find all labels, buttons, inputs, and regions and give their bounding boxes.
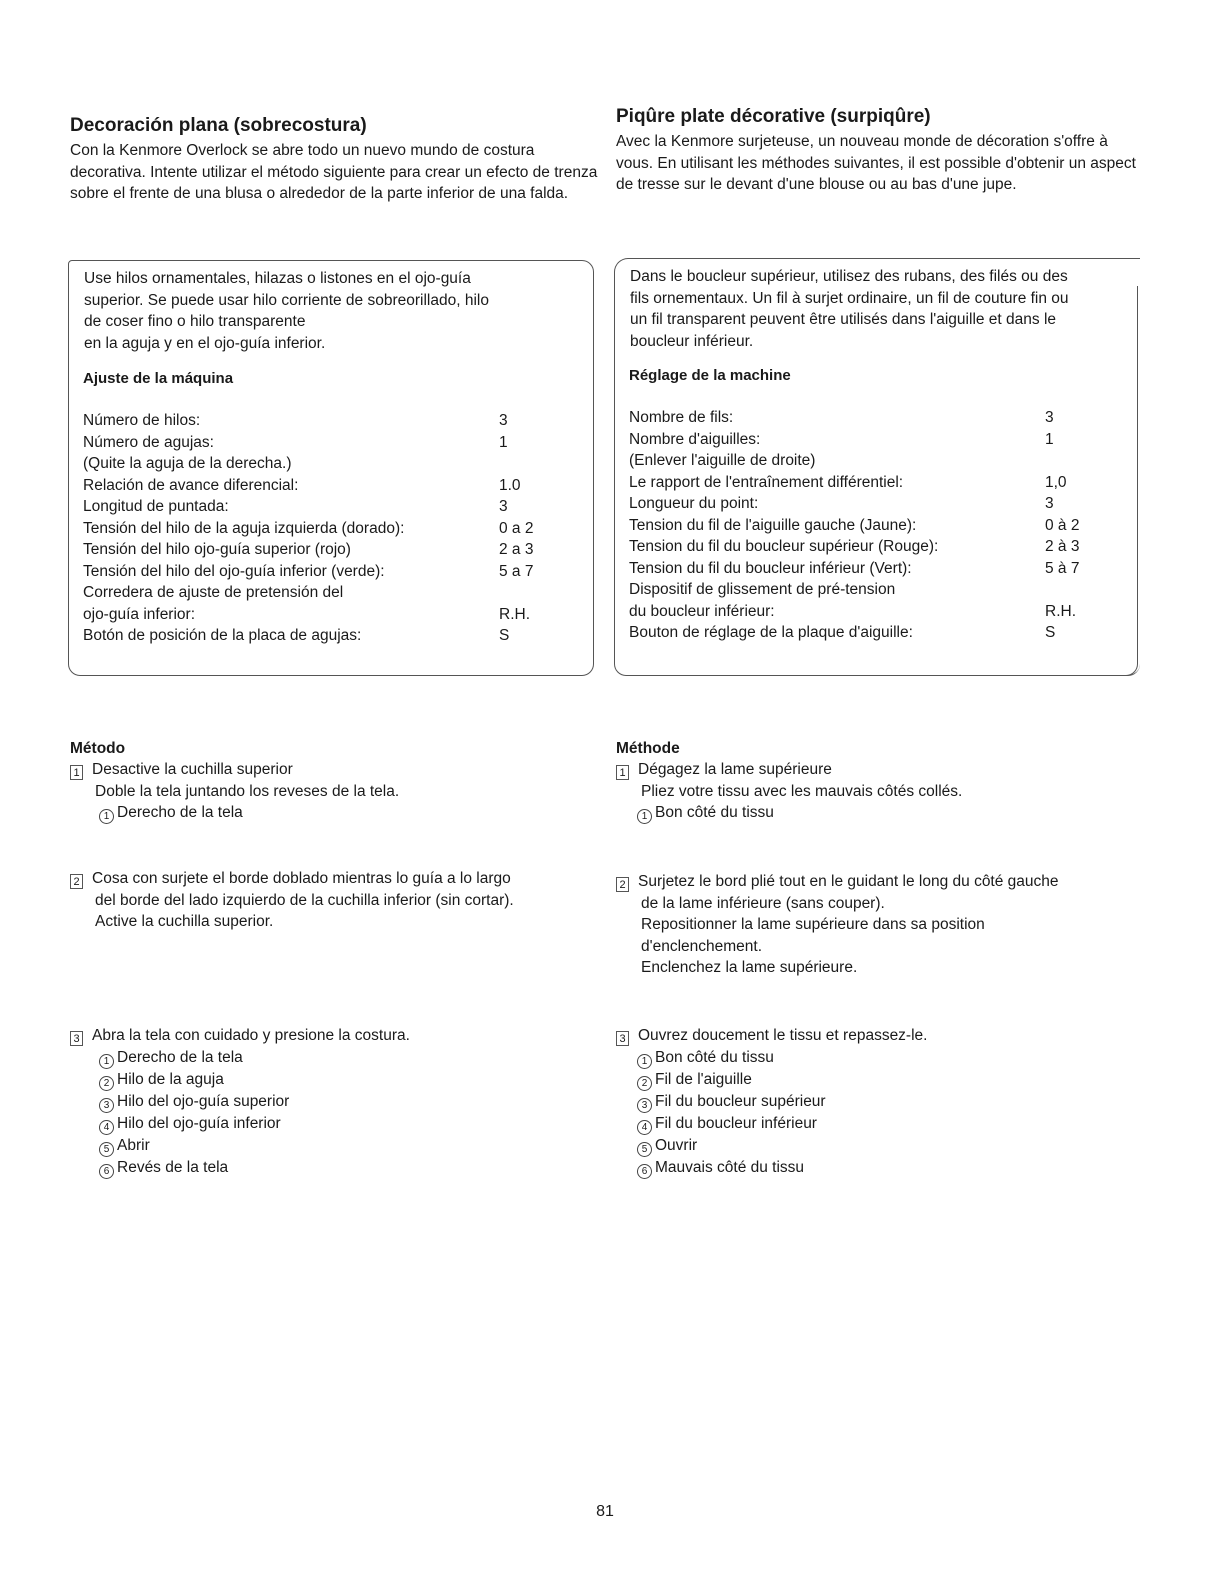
setting-value: 0 à 2: [1045, 516, 1080, 534]
fr-title: Piqûre plate décorative (surpiqûre): [616, 106, 931, 127]
setting-value: 1.0: [499, 476, 521, 494]
fr-settings-list: [629, 407, 1126, 644]
es-box-line: Use hilos ornamentales, hilazas o listones en el ojo-guía: [84, 270, 471, 287]
setting-value: S: [1045, 624, 1056, 641]
setting-label: Nombre de fils:: [629, 409, 734, 426]
fr-step-3: [616, 1025, 1156, 1179]
circled-number: 5: [637, 1142, 652, 1157]
step-number: 1: [616, 765, 629, 780]
step-item: Derecho de la tela: [117, 804, 243, 821]
es-setting-row: [83, 432, 579, 454]
fr-settings-box: [614, 258, 1140, 676]
step-item: Hilo del ojo-guía inferior: [117, 1114, 281, 1132]
page-number: 81: [596, 1503, 614, 1520]
setting-value: 5 a 7: [499, 562, 534, 580]
setting-label: Tensión del hilo del ojo-guía inferior (verde):: [83, 562, 385, 580]
step-text: Cosa con surjete el borde doblado mientras lo guía a lo largo: [92, 870, 511, 887]
step-text: Abra la tela con cuidado y presione la costura.: [92, 1027, 410, 1044]
es-intro: Con la Kenmore Overlock se abre todo un nuevo mundo de costura decorativa. Intente utilizar el método siguiente para crear un efecto de trenza sobre el frente de una blusa o alrededor de la parte inferior de una falda.: [70, 142, 598, 202]
setting-label: Longitud de puntada:: [83, 498, 229, 515]
step-text: Pliez votre tissu avec les mauvais côtés collés.: [641, 782, 963, 800]
fr-setting-row: [629, 429, 1126, 451]
setting-value: R.H.: [1045, 602, 1076, 620]
step-text: Surjetez le bord plié tout en le guidant le long du côté gauche: [638, 873, 1059, 890]
fr-intro: Avec la Kenmore surjeteuse, un nouveau monde de décoration s'offre à vous. En utilisant les méthodes suivantes, il est possible d'obtenir un aspect de tresse sur le devant d'une blouse ou au bas d'une jupe.: [616, 133, 1136, 193]
circled-number: 4: [637, 1120, 652, 1135]
fr-box-line: fils ornementaux. Un fil à surjet ordinaire, un fil de couture fin ou: [630, 289, 1069, 307]
es-settings-heading: Ajuste de la máquina: [83, 370, 234, 387]
setting-label: (Quite la aguja de la derecha.): [83, 455, 292, 472]
fr-setting-row: [629, 450, 1126, 472]
step-number: 1: [70, 765, 83, 780]
step-text: d'enclenchement.: [641, 937, 763, 955]
setting-value: 1: [499, 433, 508, 451]
es-setting-row: [83, 496, 579, 518]
fr-setting-row: [629, 493, 1126, 515]
setting-label: Número de agujas:: [83, 433, 214, 451]
step-number: 3: [616, 1031, 629, 1046]
setting-value: 3: [1045, 409, 1054, 426]
step-text: Ouvrez doucement le tissu et repassez-le.: [638, 1027, 928, 1044]
circled-number: 1: [637, 809, 652, 824]
step-item: Fil de l'aiguille: [655, 1070, 752, 1088]
step-text: Repositionner la lame supérieure dans sa position: [641, 916, 985, 933]
setting-label: Relación de avance diferencial:: [83, 476, 299, 494]
fr-setting-row: [629, 472, 1126, 494]
step-number: 2: [616, 877, 629, 892]
step-text: del borde del lado izquierdo de la cuchilla inferior (sin cortar).: [95, 891, 514, 909]
es-setting-row: [83, 582, 579, 604]
circled-number: 2: [99, 1076, 114, 1091]
step-text: Doble la tela juntando los reveses de la tela.: [95, 782, 400, 800]
es-step-2: [70, 868, 600, 933]
setting-value: 5 à 7: [1045, 559, 1080, 577]
es-setting-row: [83, 561, 579, 583]
es-step-3: [70, 1025, 600, 1179]
setting-label: Tension du fil du boucleur supérieur (Rouge):: [629, 538, 939, 555]
fr-setting-row: [629, 601, 1126, 623]
circled-number: 3: [99, 1098, 114, 1113]
circled-number: 5: [99, 1142, 114, 1157]
es-settings-list: [83, 410, 579, 647]
step-item: Fil du boucleur inférieur: [655, 1114, 817, 1132]
step-item: Hilo de la aguja: [117, 1070, 224, 1088]
step-item: Ouvrir: [655, 1136, 698, 1154]
circled-number: 1: [99, 809, 114, 824]
fr-settings-heading: Réglage de la machine: [629, 367, 791, 384]
step-item: Bon côté du tissu: [655, 804, 774, 821]
fr-setting-row: [629, 622, 1126, 644]
es-setting-row: [83, 539, 579, 561]
step-item: Bon côté du tissu: [655, 1048, 774, 1066]
es-setting-row: [83, 604, 579, 626]
es-step-1: [70, 759, 600, 824]
step-item: Revés de la tela: [117, 1158, 229, 1176]
setting-label: (Enlever l'aiguille de droite): [629, 452, 816, 469]
setting-value: 1,0: [1045, 473, 1067, 491]
step-text: Enclenchez la lame supérieure.: [641, 959, 858, 976]
es-setting-row: [83, 625, 579, 647]
circled-number: 6: [99, 1164, 114, 1179]
setting-label: Botón de posición de la placa de agujas:: [83, 627, 362, 644]
step-text: Active la cuchilla superior.: [95, 913, 274, 930]
es-box-line: en la aguja y en el ojo-guía inferior.: [84, 334, 326, 352]
fr-box-edge: [1126, 286, 1138, 676]
fr-setting-row: [629, 407, 1126, 429]
es-settings-box: [68, 260, 594, 676]
setting-label: Longueur du point:: [629, 495, 759, 512]
step-number: 3: [70, 1031, 83, 1046]
fr-box-line: un fil transparent peuvent être utilisés dans l'aiguille et dans le: [630, 311, 1057, 328]
setting-value: 2 a 3: [499, 541, 534, 558]
setting-label: Número de hilos:: [83, 412, 201, 429]
step-item: Fil du boucleur supérieur: [655, 1092, 826, 1110]
setting-label: Nombre d'aiguilles:: [629, 430, 761, 448]
setting-label: ojo-guía inferior:: [83, 605, 196, 623]
fr-box-line: Dans le boucleur supérieur, utilisez des rubans, des filés ou des: [630, 268, 1068, 285]
fr-step-1: [616, 759, 1156, 824]
setting-value: 2 à 3: [1045, 538, 1080, 555]
setting-label: Dispositif de glissement de pré-tension: [629, 581, 896, 598]
circled-number: 1: [99, 1054, 114, 1069]
es-setting-row: [83, 410, 579, 432]
es-box-line: superior. Se puede usar hilo corriente de sobreorillado, hilo: [84, 291, 489, 309]
fr-setting-row: [629, 515, 1126, 537]
fr-setting-row: [629, 579, 1126, 601]
step-item: Abrir: [117, 1136, 150, 1154]
setting-value: S: [499, 627, 510, 644]
es-title: Decoración plana (sobrecostura): [70, 115, 367, 136]
step-number: 2: [70, 874, 83, 889]
circled-number: 4: [99, 1120, 114, 1135]
step-item: Mauvais côté du tissu: [655, 1158, 805, 1176]
setting-value: 3: [499, 412, 508, 429]
setting-value: 3: [499, 498, 508, 515]
french-header: [616, 106, 1146, 196]
setting-value: 0 a 2: [499, 519, 534, 537]
step-text: de la lame inférieure (sans couper).: [641, 894, 885, 912]
es-box-line: de coser fino o hilo transparente: [84, 313, 306, 330]
setting-label: Tension du fil du boucleur inférieur (Vert):: [629, 559, 912, 577]
circled-number: 2: [637, 1076, 652, 1091]
step-item: Hilo del ojo-guía superior: [117, 1092, 290, 1110]
circled-number: 1: [637, 1054, 652, 1069]
fr-box-line: boucleur inférieur.: [630, 332, 754, 350]
fr-step-2: [616, 871, 1156, 979]
setting-label: Tension du fil de l'aiguille gauche (Jaune):: [629, 516, 917, 534]
step-text: Dégagez la lame supérieure: [638, 761, 832, 778]
step-text: Desactive la cuchilla superior: [92, 761, 293, 778]
es-setting-row: [83, 453, 579, 475]
spanish-header: [70, 115, 600, 205]
es-setting-row: [83, 518, 579, 540]
circled-number: 3: [637, 1098, 652, 1113]
setting-label: Corredera de ajuste de pretensión del: [83, 584, 344, 601]
fr-method-heading: Méthode: [616, 740, 680, 757]
setting-label: du boucleur inférieur:: [629, 602, 775, 620]
step-item: Derecho de la tela: [117, 1048, 243, 1066]
setting-label: Le rapport de l'entraînement différentiel:: [629, 473, 904, 491]
fr-setting-row: [629, 536, 1126, 558]
setting-label: Bouton de réglage de la plaque d'aiguille:: [629, 624, 913, 641]
setting-value: 3: [1045, 495, 1054, 512]
es-method-heading: Método: [70, 740, 126, 757]
es-setting-row: [83, 475, 579, 497]
setting-label: Tensión del hilo de la aguja izquierda (dorado):: [83, 519, 405, 537]
setting-value: 1: [1045, 430, 1054, 448]
setting-value: R.H.: [499, 605, 530, 623]
fr-setting-row: [629, 558, 1126, 580]
circled-number: 6: [637, 1164, 652, 1179]
setting-label: Tensión del hilo ojo-guía superior (rojo): [83, 541, 351, 558]
